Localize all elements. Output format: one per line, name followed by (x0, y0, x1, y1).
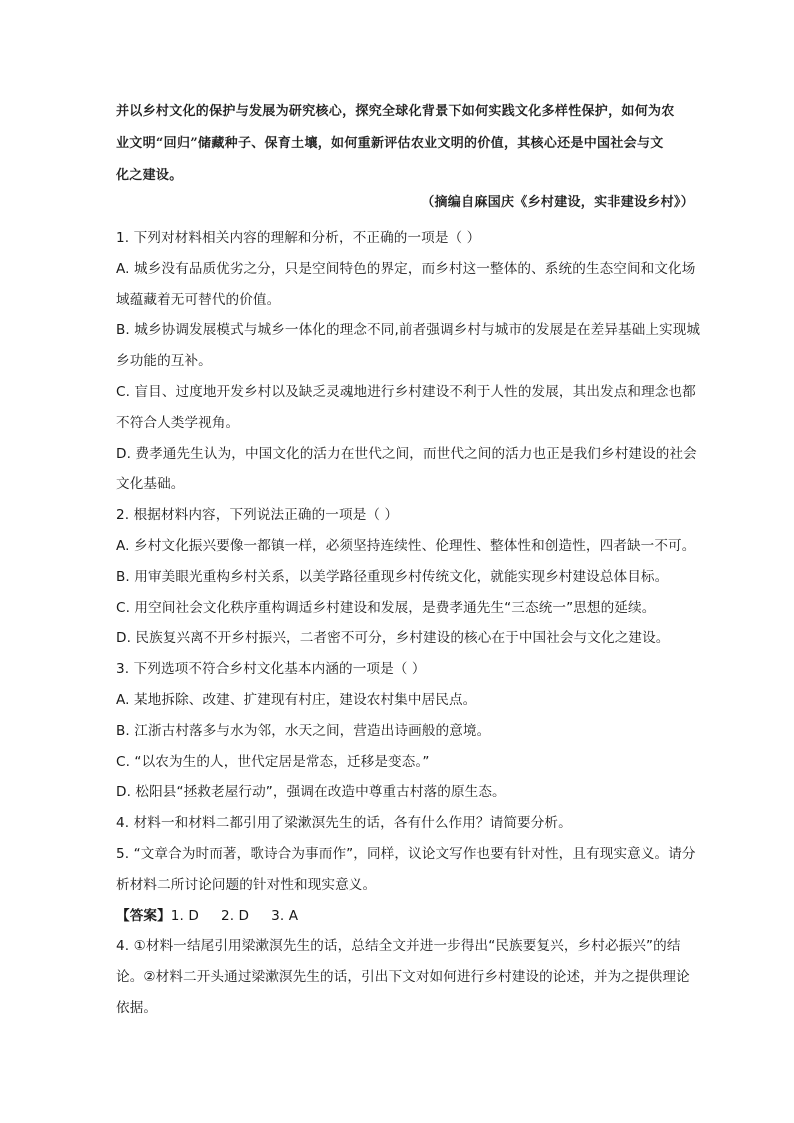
questions-section (116, 223, 702, 1024)
answer-section (116, 901, 702, 1024)
answer-item: 3. A (271, 907, 299, 924)
option-b: B. 用审美眼光重构乡村关系，以美学路径重现乡村传统文化，就能实现乡村建设总体目标。 (116, 568, 669, 585)
option-d: D. 民族复兴离不开乡村振兴，二者密不可分，乡村建设的核心在于中国社会与文化之建设。 (116, 630, 670, 647)
option-a: A. 乡村文化振兴要像一都镇一样，必须坚持连续性、伦理性、整体性和创造性，四者缺一不可。 (116, 537, 696, 554)
question-3 (116, 654, 702, 808)
option-a: A. 某地拆除、改建、扩建现有村庄，建设农村集中居民点。 (116, 691, 477, 708)
option-c: C. “以农为生的人，世代定居是常态，迁移是变态。” (116, 753, 430, 770)
option-b: B. 城乡协调发展模式与城乡一体化的理念不同,前者强调乡村与城市的发展是在差异基础上实现城乡功能的互补。 (116, 322, 701, 370)
question-stem: 1. 下列对材料相关内容的理解和分析，不正确的一项是（ ） (116, 230, 481, 246)
question-5 (116, 839, 702, 901)
intro-paragraph (116, 96, 702, 192)
question-2 (116, 500, 702, 654)
answer-tag: 【答案】 (116, 907, 171, 924)
question-4 (116, 808, 702, 839)
question-stem: 5. “文章合为时而著，歌诗合为事而作”，同样，议论文写作也要有针对性，且有现实意义。请分析材料二所讨论问题的针对性和现实意义。 (116, 845, 696, 893)
question-stem: 4. 材料一和材料二都引用了梁漱溟先生的话，各有什么作用？请简要分析。 (116, 815, 572, 832)
question-1 (116, 223, 702, 500)
question-stem: 3. 下列选项不符合乡村文化基本内涵的一项是（ ） (116, 661, 426, 678)
intro-line: 并以乡村文化的保护与发展为研究核心，探究全球化背景下如何实践文化多样性保护，如何为农 (116, 104, 675, 119)
answer-line (116, 901, 702, 932)
source-citation: （摘编自麻国庆《乡村建设，实非建设乡村》） (421, 195, 694, 210)
answer-item: 1. D (170, 907, 199, 924)
option-c: C. 用空间社会文化秩序重构调适乡村建设和发展，是费孝通先生“三态统一”思想的延续。 (116, 599, 656, 616)
option-c: C. 盲目、过度地开发乡村以及缺乏灵魂地进行乡村建设不利于人性的发展，其出发点和理念也都不符合人类学视角。 (116, 383, 696, 431)
option-d: D. 松阳县“拯救老屋行动”，强调在改造中尊重古村落的原生态。 (116, 784, 506, 801)
option-a: A. 城乡没有品质优劣之分，只是空间特色的界定，而乡村这一整体的、系统的生态空间和文化场域蕴藏着无可替代的价值。 (116, 260, 696, 308)
option-b: B. 江浙古村落多与水为邻，水天之间，营造出诗画般的意境。 (116, 722, 491, 739)
answer-item: 2. D (220, 907, 250, 924)
answer-explanation: 4. ①材料一结尾引用梁漱溟先生的话，总结全文并进一步得出“民族要复兴，乡村必振兴”的结论。②材料二开头通过梁漱溟先生的话，引出下文对如何进行乡村建设的论述，并为之提供理论依据。 (116, 938, 690, 1016)
intro-line: 业文明“回归”储藏种子、保育土壤，如何重新评估农业文明的价值，其核心还是中国社会与文 (116, 136, 664, 151)
question-stem: 2. 根据材料内容，下列说法正确的一项是（ ） (116, 507, 399, 524)
intro-line: 化之建设。 (116, 168, 183, 183)
option-d: D. 费孝通先生认为，中国文化的活力在世代之间，而世代之间的活力也正是我们乡村建设的社会文化基础。 (116, 445, 697, 493)
